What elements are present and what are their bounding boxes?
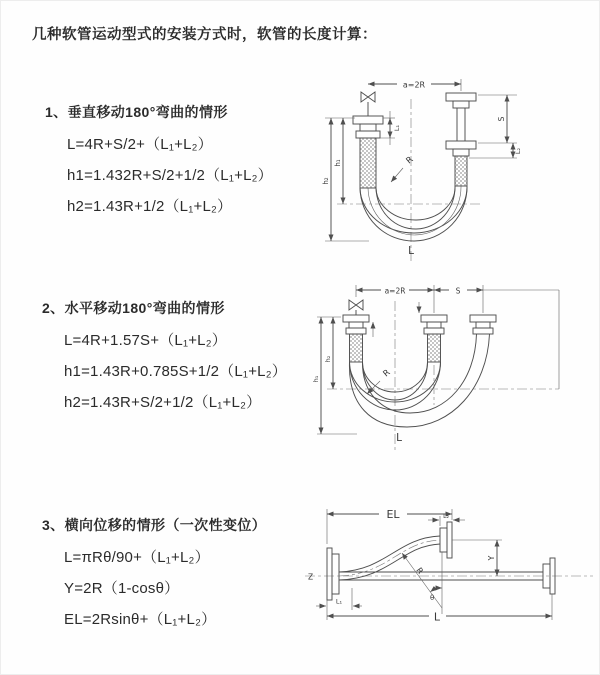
formula-line: L=4R+1.57S+（L₁+L₂）: [64, 332, 227, 349]
section-lateral-displacement: [42, 515, 266, 635]
radius-callout: [367, 368, 393, 394]
dim-label-a2r: a=2R: [384, 286, 406, 296]
dim-label-a2r: a=2R: [402, 80, 426, 90]
radius-callout: [391, 155, 416, 182]
dim-label-el: EL: [386, 508, 400, 521]
hose-shifted-position: [362, 334, 476, 413]
formula-line: h2=1.43R+S/2+1/2（L₁+L₂）: [64, 394, 262, 411]
diagram-vertical-180-bend: [311, 71, 600, 266]
formula-line: L=πRθ/90+（L₁+L₂）: [64, 549, 210, 566]
diagram-lateral-displacement: [299, 496, 600, 636]
middle-pipe-fitting: [421, 315, 447, 362]
formula-line: L=4R+S/2+（L₁+L₂）: [67, 136, 213, 153]
braided-hose-section: [455, 156, 467, 186]
s-curve-hose: [339, 536, 440, 580]
dim-label-l1: L₁: [393, 124, 401, 132]
small-end-dims: [373, 302, 419, 337]
left-pipe-fitting: [353, 116, 383, 188]
dim-label-length: L: [396, 432, 402, 444]
dim-label-h1: h₁: [312, 375, 320, 383]
dim-label-h2: h₂: [324, 355, 332, 363]
dim-label-length: L: [433, 610, 441, 624]
dim-label-y: Y: [487, 555, 496, 561]
dim-label-h1: h₁: [334, 159, 342, 167]
section-1-formulas: [67, 129, 273, 222]
dim-el: [327, 508, 452, 544]
formula-line: Y=2R（1-cosθ）: [64, 580, 180, 597]
dim-label-h2: h₂: [322, 177, 330, 185]
right-pipe-fitting: [446, 93, 476, 186]
valve-icon: [349, 300, 363, 315]
dim-label-s: S: [497, 116, 506, 122]
section-2-formulas: [64, 325, 287, 418]
section-2-heading: 2、水平移动180°弯曲的情形: [42, 300, 225, 316]
dim-length: [327, 594, 552, 624]
dim-span-a2r: [368, 79, 461, 91]
dim-label-l1: L₁: [335, 597, 343, 606]
dim-label-length: L: [408, 245, 414, 257]
dim-label-l2: L₂: [514, 147, 522, 155]
hose-u-bend: [360, 186, 467, 241]
dim-label-r: R: [381, 367, 393, 380]
section-horizontal-180: [42, 298, 287, 418]
left-flange: [327, 548, 339, 600]
section-vertical-180: [45, 102, 273, 222]
dim-label-theta: θ: [430, 594, 435, 602]
section-3-heading: 3、横向位移的情形（一次性变位）: [42, 517, 267, 533]
braided-hose-section: [428, 334, 441, 362]
page-title: 几种软管运动型式的安装方式时，软管的长度计算：: [32, 27, 377, 43]
left-pipe-fitting: [343, 315, 369, 362]
datum-mark: Z: [308, 572, 314, 582]
braided-hose-section: [360, 138, 376, 188]
section-3-formulas: [64, 542, 266, 635]
braided-hose-section: [350, 334, 363, 362]
dim-offset-y: [452, 540, 502, 576]
formula-line: h1=1.43R+0.785S+1/2（L₁+L₂）: [64, 363, 287, 380]
right-pipe-fitting: [470, 315, 496, 334]
hose-shifted-position: [349, 334, 489, 427]
dim-label-r: R: [414, 565, 425, 576]
formula-line: EL=2Rsinθ+（L₁+L₂）: [64, 611, 217, 628]
dim-label-s: S: [455, 286, 461, 296]
dim-label-l2: L₂: [443, 513, 449, 520]
radius-angle-callout: [402, 552, 442, 614]
diagram-horizontal-180-bend: [311, 277, 600, 462]
hose-u-bend: [349, 334, 489, 427]
formula-line: h1=1.432R+S/2+1/2（L₁+L₂）: [67, 167, 273, 184]
formula-line: h2=1.43R+1/2（L₁+L₂）: [67, 198, 233, 215]
dim-end2: [428, 513, 465, 526]
dim-label-r: R: [404, 154, 416, 167]
section-1-heading: 1、垂直移动180°弯曲的情形: [45, 104, 228, 120]
dim-stroke: [469, 95, 522, 158]
valve-icon: [361, 92, 375, 116]
centerlines: [327, 301, 559, 453]
